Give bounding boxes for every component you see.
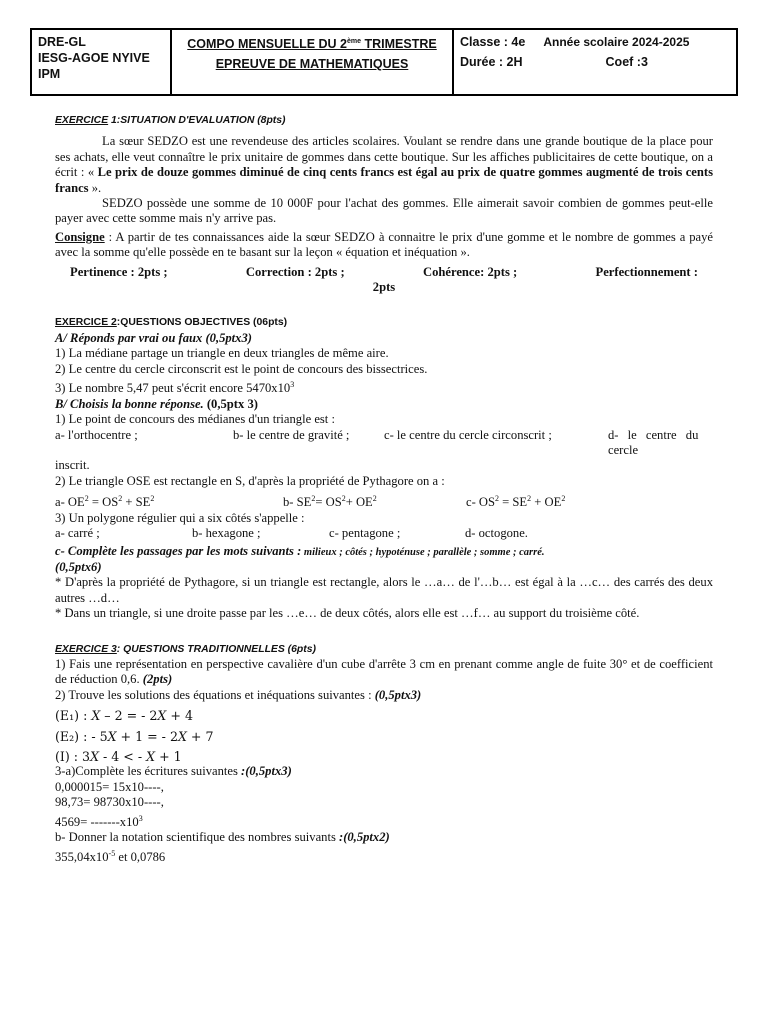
exam-header — [30, 28, 738, 96]
ex1-paragraph-1 — [55, 134, 713, 196]
ex3-q3a-pts: :(0,5ptx3) — [241, 764, 292, 779]
ex3-q3b-text: b- Donner la notation scientifique des nombres suivants — [55, 830, 339, 845]
header-info — [454, 30, 736, 94]
inequation-i: (I) : 3𝑋 - 4 < - 𝑋 + 1 — [55, 749, 182, 764]
b-question-2: 2) Le triangle OSE est rectangle en S, d'après la propriété de Pythagore on a : — [55, 473, 445, 488]
exercise-3-title — [55, 642, 713, 657]
section-b-title-pts: (0,5ptx 3) — [203, 396, 258, 411]
b-question-3: 3) Un polygone régulier qui a six côtés s'appelle : — [55, 510, 305, 525]
b-question-3-options — [55, 526, 713, 541]
b1-option-c: c- le centre du cercle circonscrit ; — [384, 427, 552, 442]
criterion-correction: Correction : 2pts ; — [245, 264, 345, 279]
a-question-3-text: 3) Le nombre 5,47 peut s'écrit encore 5470x10 — [55, 381, 291, 396]
exercise-3-title-underlined: EXERCICE 3 — [55, 643, 117, 655]
criterion-pertinence: Pertinence : 2pts ; — [70, 264, 168, 279]
exam-content — [55, 113, 713, 865]
c-passage-2: * Dans un triangle, si une droite passe par les …e… de deux côtés, alors elle est …f… au support du troisième côté. — [55, 606, 640, 621]
exam-title-sup: ème — [347, 38, 362, 45]
b2-a-sup-3: 2 — [150, 494, 155, 504]
equation-e2: (E₂) : - 5𝑋 + 1 = - 2𝑋 + 7 — [55, 728, 214, 744]
ex3-question-2 — [55, 688, 713, 703]
b2-c-sup-1: 2 — [495, 494, 500, 504]
number-1-base: 355,04x10 — [55, 849, 109, 864]
exercise-2-title-rest: :QUESTIONS OBJECTIVES (06pts) — [116, 317, 288, 329]
section-c-words: milieux ; côtés ; hypoténuse ; parallèle ; somme ; carré. — [301, 546, 545, 558]
ipm-label: IPM — [38, 67, 61, 81]
duree-label: Durée : 2H — [460, 55, 523, 69]
b2-c-2: = SE — [499, 495, 528, 510]
section-b-title-text: B/ Choisis la bonne réponse. — [55, 396, 204, 411]
ex3-q3b-pts: :(0,5ptx2) — [339, 830, 390, 845]
writing-3-exponent: 3 — [138, 813, 143, 823]
exam-title-end: TRIMESTRE — [361, 37, 437, 52]
consigne-text: : A partir de tes connaissances aide la sœur SEDZO à connaitre le prix d'une gomme et le nombre de gommes a payé avec la somme qu'elle possède en te basant sur la leçon « équation et inéquation ». — [55, 229, 713, 260]
criterion-perfectionnement: Perfectionnement : — [595, 264, 698, 279]
ex3-q1-text: 1) Fais une représentation en perspective cavalière d'un cube d'arrête 3 cm en prenant comme angle de fuite 30° et de coefficient de réduction 0,6. — [55, 656, 713, 687]
b2-b-2: = OS — [315, 495, 342, 510]
b-question-1: 1) Le point de concours des médianes d'un triangle est : — [55, 412, 335, 427]
a-question-3 — [55, 377, 713, 397]
b2-c-3: + OE — [531, 495, 562, 510]
ex3-question-3b — [55, 830, 713, 845]
a-question-3-exponent: 3 — [290, 380, 295, 390]
header-institution — [32, 30, 172, 94]
criterion-coherence: Cohérence: 2pts ; — [422, 264, 518, 279]
scientific-numbers — [55, 846, 713, 866]
a-question-1: 1) La médiane partage un triangle en deux triangles de même aire. — [55, 346, 389, 361]
header-info-row-2 — [460, 54, 730, 70]
writing-1: 0,000015= 15x10----, — [55, 779, 164, 794]
equation-e1: (E₁) : 𝑋 – 2 = - 2𝑋 + 4 — [55, 708, 193, 724]
exercise-1-title-rest: 1:SITUATION D'EVALUATION (8pts) — [108, 115, 286, 126]
section-b-title — [55, 397, 713, 412]
ex1-p1-text: La sœur SEDZO est une revendeuse des articles scolaires. Voulant se rendre dans une grande boutique de la place pour ses achats, elle veut connaître le prix unitaire de gommes dans cette boutique. Sur les affiches publicitaires de cette boutique, on a écrit : « — [55, 134, 713, 180]
subject-title: EPREUVE DE MATHEMATIQUES — [215, 57, 409, 72]
b1-option-d: d- le centre du cercle — [608, 427, 699, 457]
b1-option-b: b- le centre de gravité ; — [233, 427, 350, 442]
ex1-paragraph-2: SEDZO possède une somme de 10 000F pour l'achat des gommes. Elle aimerait savoir combien de gommes peut-elle payer avec cette somme mais n'y arrive pas. — [55, 196, 713, 226]
b2-c-1: c- OS — [466, 495, 496, 510]
dre-label: DRE-GL — [38, 35, 86, 49]
annee-label: Année scolaire 2024-2025 — [543, 35, 690, 49]
writing-2: 98,73= 98730x10----, — [55, 795, 164, 810]
ex1-consigne — [55, 230, 713, 261]
exam-title-text: COMPO MENSUELLE DU 2 — [187, 37, 348, 52]
criteria-row — [55, 265, 713, 280]
ex1-p1-end: ». — [88, 180, 102, 195]
section-c-title-text: c- Complète les passages par les mots suivants : — [55, 543, 302, 558]
exercise-1-title-underlined: EXERCICE — [55, 115, 109, 126]
b2-c-sup-3: 2 — [561, 494, 566, 504]
b2-a-sup-1: 2 — [84, 494, 89, 504]
section-a-title: A/ Réponds par vrai ou faux (0,5ptx3) — [55, 330, 252, 345]
b3-option-c: c- pentagone ; — [329, 526, 401, 541]
exercise-3-title-rest: : QUESTIONS TRADITIONNELLES (6pts) — [116, 643, 316, 655]
b2-option-a — [55, 491, 283, 511]
b3-option-b: b- hexagone ; — [192, 526, 261, 541]
number-2: et 0,0786 — [115, 849, 166, 864]
consigne-label: Consigne — [55, 229, 105, 244]
ex1-p1-bold: Le prix de douze gommes diminué de cinq cents francs est égal au prix de quatre gommes augmenté de trois cents francs — [55, 165, 713, 195]
school-label: IESG-AGOE NYIVE — [38, 51, 150, 65]
b2-a-sup-2: 2 — [118, 494, 123, 504]
header-info-row-1 — [460, 34, 730, 50]
ex3-q3a-text: 3-a)Complète les écritures suivantes — [55, 764, 242, 779]
b2-a-1: a- OE — [55, 495, 85, 510]
ex3-q1-pts: (2pts) — [142, 672, 173, 687]
b2-option-b — [283, 491, 466, 511]
b-question-1-options — [55, 428, 713, 459]
b2-b-3: + OE — [345, 495, 373, 510]
b3-option-d: d- octogone. — [465, 526, 528, 541]
b-question-1-option-d-cont: inscrit. — [55, 458, 90, 473]
coef-label: Coef :3 — [605, 55, 648, 69]
b2-b-sup-2: 2 — [341, 494, 346, 504]
b2-b-sup-1: 2 — [311, 494, 316, 504]
exercise-2-title-underlined: EXERCICE 2 — [55, 317, 117, 329]
b1-option-a: a- l'orthocentre ; — [55, 427, 138, 442]
writing-3-text: 4569= -------x10 — [55, 814, 139, 829]
ex3-q2-pts: (0,5ptx3) — [374, 687, 422, 702]
c-passage-1: * D'après la propriété de Pythagore, si un triangle est rectangle, alors le …a… de l'…b… est égal à la …c… des carrés des deux autres …d… — [55, 575, 713, 605]
writing-3 — [55, 811, 713, 831]
ex3-question-1 — [55, 657, 713, 688]
b2-a-2: = OS — [88, 495, 119, 510]
section-c-title — [55, 544, 713, 560]
exercise-2-title — [55, 315, 713, 330]
b3-option-a: a- carré ; — [55, 526, 100, 541]
exercise-1-title — [55, 113, 713, 128]
ex3-question-3a — [55, 764, 713, 779]
number-1-exponent: -5 — [108, 848, 116, 858]
section-c-points: (0,5ptx6) — [55, 559, 102, 574]
header-title — [172, 30, 454, 94]
b2-b-1: b- SE — [283, 495, 312, 510]
ex3-q2-text: 2) Trouve les solutions des équations et inéquations suivantes : — [55, 687, 375, 702]
b2-a-3: + SE — [122, 495, 151, 510]
criterion-perfectionnement-pts: 2pts — [372, 280, 396, 295]
b2-b-sup-3: 2 — [372, 494, 377, 504]
b2-c-sup-2: 2 — [527, 494, 532, 504]
b2-option-c — [466, 491, 565, 511]
a-question-2: 2) Le centre du cercle circonscrit est le point de concours des bissectrices. — [55, 361, 428, 376]
b-question-2-options — [55, 491, 713, 511]
classe-label: Classe : 4e — [460, 35, 526, 49]
exam-title — [178, 34, 446, 52]
